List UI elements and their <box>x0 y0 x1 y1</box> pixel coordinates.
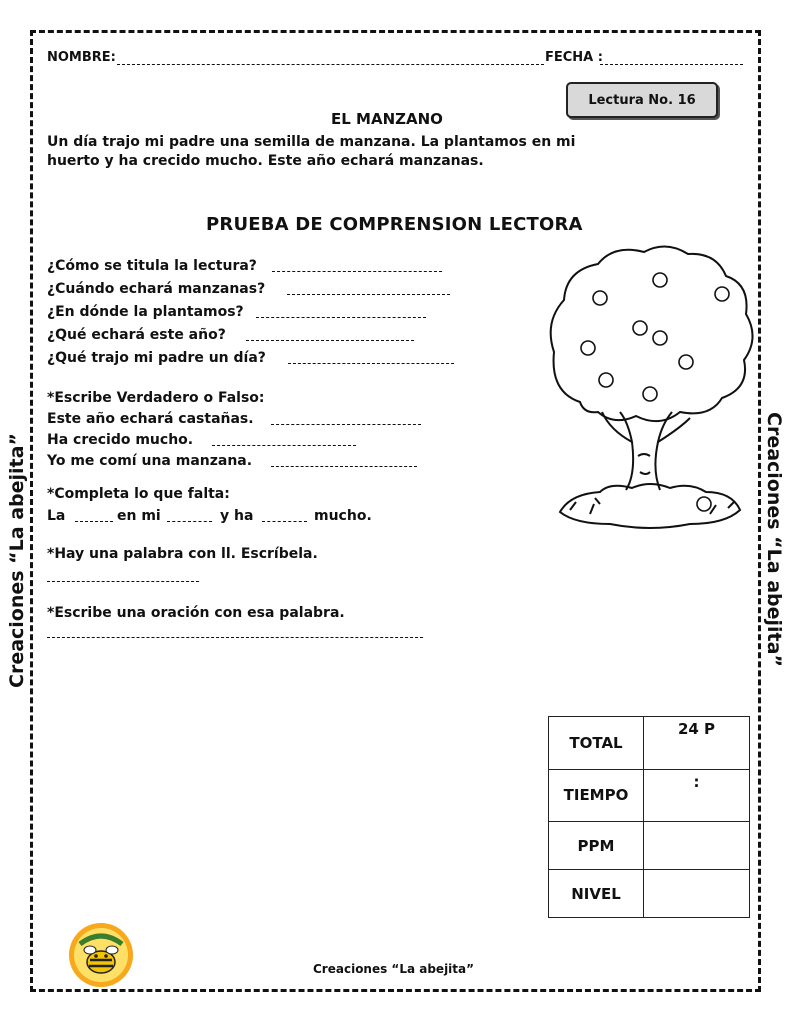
score-table <box>548 716 750 918</box>
fecha-field[interactable] <box>600 64 743 65</box>
answer-1-field[interactable] <box>272 271 442 272</box>
total-label: TOTAL <box>549 717 644 770</box>
score-row-total <box>549 717 750 770</box>
tiempo-value[interactable]: : <box>644 769 750 822</box>
complete-blank-1[interactable] <box>75 521 113 522</box>
question-5: ¿Qué trajo mi padre un día? <box>47 350 266 366</box>
question-1: ¿Cómo se titula la lectura? <box>47 258 257 274</box>
nombre-field[interactable] <box>117 64 544 65</box>
question-3: ¿En dónde la plantamos? <box>47 304 244 320</box>
complete-blank-2[interactable] <box>167 521 212 522</box>
true-false-item-2: Ha crecido mucho. <box>47 432 194 448</box>
answer-3-field[interactable] <box>256 317 426 318</box>
complete-part-1: La <box>47 508 66 524</box>
nivel-label: NIVEL <box>549 870 644 918</box>
bee-logo-icon <box>66 920 136 990</box>
true-false-heading: *Escribe Verdadero o Falso: <box>47 390 265 406</box>
story-text: Un día trajo mi padre una semilla de manzana. La plantamos en mi huerto y ha crecido mucho. Este año echará manzanas. <box>47 134 576 169</box>
true-false-3-field[interactable] <box>271 466 417 467</box>
side-text-left: Creaciones “La abejita” <box>6 433 28 688</box>
complete-part-4: mucho. <box>314 508 372 524</box>
fecha-label: FECHA : <box>545 50 603 65</box>
lectura-badge <box>566 82 718 118</box>
lectura-label: Lectura No. 16 <box>588 92 696 108</box>
palabra-heading: *Hay una palabra con ll. Escríbela. <box>47 546 318 562</box>
question-2: ¿Cuándo echará manzanas? <box>47 281 266 297</box>
question-4: ¿Qué echará este año? <box>47 327 226 343</box>
nombre-label: NOMBRE: <box>47 50 116 65</box>
true-false-2-field[interactable] <box>212 445 356 446</box>
ppm-value[interactable] <box>644 822 750 870</box>
complete-part-2: en mi <box>117 508 161 524</box>
oracion-heading: *Escribe una oración con esa palabra. <box>47 605 345 621</box>
test-title: PRUEBA DE COMPRENSION LECTORA <box>206 214 583 235</box>
nivel-value[interactable] <box>644 870 750 918</box>
answer-5-field[interactable] <box>288 363 454 364</box>
total-value[interactable]: 24 P <box>644 717 750 770</box>
complete-part-3: y ha <box>220 508 254 524</box>
side-text-right: Creaciones “La abejita” <box>763 412 785 667</box>
oracion-field[interactable] <box>47 637 423 638</box>
score-row-tiempo <box>549 769 750 822</box>
footer-text: Creaciones “La abejita” <box>313 962 475 976</box>
true-false-item-3: Yo me comí una manzana. <box>47 453 253 469</box>
score-row-ppm <box>549 822 750 870</box>
ppm-label: PPM <box>549 822 644 870</box>
answer-4-field[interactable] <box>246 340 414 341</box>
story-title: EL MANZANO <box>331 110 443 128</box>
answer-2-field[interactable] <box>287 294 450 295</box>
apple-tree-illustration <box>540 242 762 534</box>
score-row-nivel <box>549 870 750 918</box>
true-false-1-field[interactable] <box>271 424 421 425</box>
complete-heading: *Completa lo que falta: <box>47 486 230 502</box>
true-false-item-1: Este año echará castañas. <box>47 411 254 427</box>
palabra-field[interactable] <box>47 581 199 582</box>
complete-blank-3[interactable] <box>262 521 307 522</box>
tiempo-label: TIEMPO <box>549 769 644 822</box>
